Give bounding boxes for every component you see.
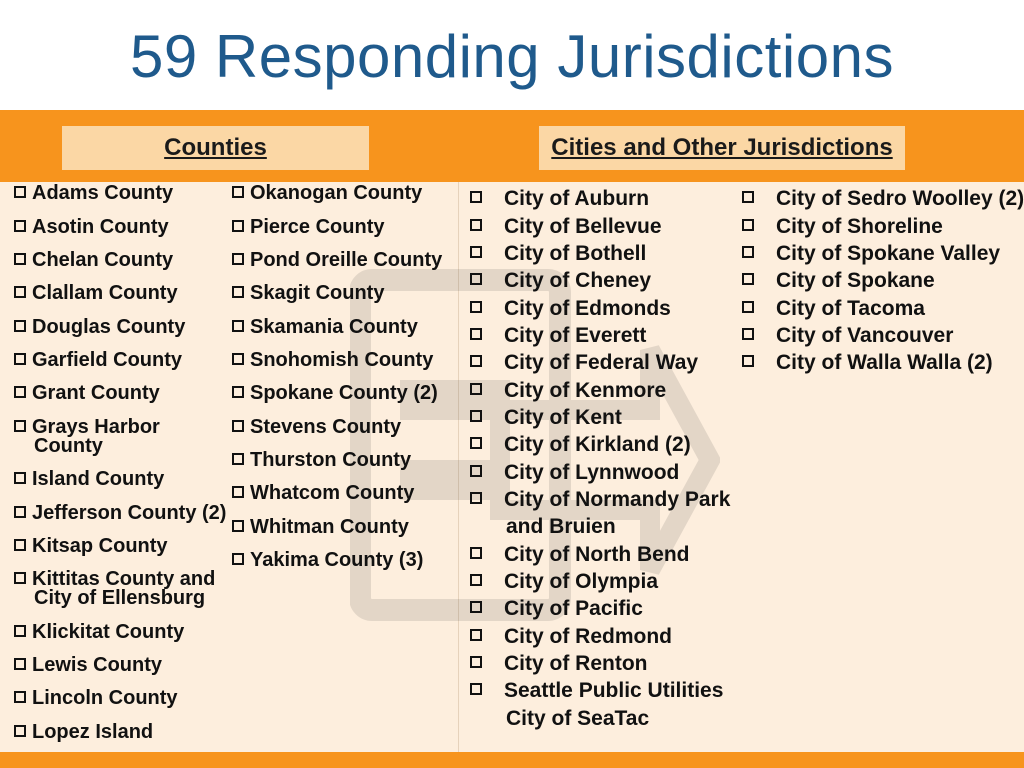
item-label: Spokane County (2) [250, 382, 438, 404]
list-item [232, 549, 423, 572]
list-item [470, 570, 658, 594]
checkbox-icon [470, 410, 482, 422]
checkbox-icon [14, 420, 26, 432]
list-item [470, 379, 666, 403]
list-item [14, 654, 162, 677]
checkbox-icon [14, 725, 26, 737]
item-label: Grays Harbor [32, 416, 160, 438]
checkbox-icon [232, 553, 244, 565]
checkbox-icon [14, 220, 26, 232]
checkbox-icon [470, 601, 482, 613]
checkbox-icon [470, 574, 482, 586]
list-item [14, 382, 160, 405]
list-item [14, 316, 185, 339]
checkbox-icon [14, 539, 26, 551]
checkbox-icon [470, 683, 482, 695]
item-label: Kittitas County and [32, 568, 216, 590]
list-item [470, 488, 730, 512]
list-item [470, 652, 647, 676]
list-item [470, 679, 723, 703]
checkbox-icon [742, 301, 754, 313]
item-label: Kitsap County [32, 535, 168, 557]
list-item [742, 324, 953, 348]
checkbox-icon [470, 191, 482, 203]
checkbox-icon [14, 186, 26, 198]
list-item [232, 416, 401, 439]
item-label: City of Shoreline [776, 215, 943, 238]
item-label: Skamania County [250, 316, 418, 338]
item-label: City of Federal Way [504, 351, 699, 374]
item-label: Stevens County [250, 416, 402, 438]
checkbox-icon [742, 246, 754, 258]
item-label: City of Normandy Park [504, 488, 731, 511]
item-label: Island County [32, 468, 165, 490]
item-label: City of Olympia [504, 570, 659, 593]
checkbox-icon [470, 246, 482, 258]
item-label: County [34, 435, 103, 457]
checkbox-icon [470, 383, 482, 395]
checkbox-icon [232, 186, 244, 198]
list-item [742, 215, 943, 239]
checkbox-icon [14, 691, 26, 703]
checkbox-icon [470, 328, 482, 340]
checkbox-icon [470, 492, 482, 504]
item-label: Jefferson County (2) [32, 502, 227, 524]
item-label: Pond Oreille County [250, 249, 443, 271]
item-label: Thurston County [250, 449, 412, 471]
list-item [742, 351, 993, 375]
list-item [470, 406, 622, 430]
item-label: City of Renton [504, 652, 648, 675]
checkbox-icon [14, 625, 26, 637]
checkbox-icon [742, 328, 754, 340]
list-item [470, 515, 616, 539]
checkbox-icon [470, 219, 482, 231]
item-label: City of SeaTac [506, 707, 650, 730]
checkbox-icon [470, 547, 482, 559]
list-item [470, 625, 672, 649]
checkbox-icon [232, 520, 244, 532]
item-label: Snohomish County [250, 349, 434, 371]
checkbox-icon [14, 572, 26, 584]
item-label: City of Everett [504, 324, 647, 347]
list-item [470, 543, 689, 567]
footer-band [0, 752, 1024, 768]
item-label: Clallam County [32, 282, 178, 304]
list-item [14, 535, 168, 558]
checkbox-icon [14, 658, 26, 670]
list-item [470, 433, 691, 457]
item-label: City of Sedro Woolley (2) [776, 187, 1024, 210]
item-label: Seattle Public Utilities [504, 679, 724, 702]
list-item [470, 324, 646, 348]
item-label: City of Bellevue [504, 215, 662, 238]
item-label: City of North Bend [504, 543, 690, 566]
item-label: and Bruien [506, 515, 616, 538]
checkbox-icon [14, 386, 26, 398]
checkbox-icon [470, 273, 482, 285]
list-item [742, 269, 935, 293]
list-item [742, 242, 1000, 266]
list-item [470, 461, 679, 485]
item-label: Douglas County [32, 316, 186, 338]
item-label: Pierce County [250, 216, 385, 238]
item-label: Asotin County [32, 216, 169, 238]
list-item [470, 242, 646, 266]
item-label: Whatcom County [250, 482, 415, 504]
list-item [470, 215, 662, 239]
list-item [232, 316, 418, 339]
list-item [470, 297, 671, 321]
checkbox-icon [232, 320, 244, 332]
item-label: City of Redmond [504, 625, 672, 648]
item-label: Lopez Island [32, 721, 154, 743]
list-item [14, 468, 164, 491]
item-label: City of Spokane [776, 269, 935, 292]
page-title: 59 Responding Jurisdictions [130, 23, 894, 90]
item-label: City of Edmonds [504, 297, 671, 320]
list-item [470, 707, 649, 731]
checkbox-icon [232, 420, 244, 432]
checkbox-icon [232, 286, 244, 298]
checkbox-icon [232, 253, 244, 265]
item-label: City of Kent [504, 406, 622, 429]
list-item [232, 216, 384, 239]
item-label: City of Lynnwood [504, 461, 680, 484]
checkbox-icon [470, 656, 482, 668]
list-item [14, 621, 184, 644]
checkbox-icon [470, 355, 482, 367]
list-item [232, 482, 414, 505]
checkbox-icon [742, 191, 754, 203]
item-label: Lincoln County [32, 687, 178, 709]
item-label: City of Walla Walla (2) [776, 351, 993, 374]
item-label: City of Tacoma [776, 297, 925, 320]
checkbox-icon [14, 353, 26, 365]
checkbox-icon [470, 629, 482, 641]
list-item [232, 449, 411, 472]
checkbox-icon [14, 253, 26, 265]
list-item [14, 435, 103, 458]
list-item [742, 297, 925, 321]
list-item [14, 587, 205, 610]
checkbox-icon [470, 437, 482, 449]
item-label: City of Spokane Valley [776, 242, 1001, 265]
checkbox-icon [232, 486, 244, 498]
counties-header: Counties [62, 126, 369, 170]
list-item [232, 382, 438, 405]
list-item [470, 597, 643, 621]
checkbox-icon [14, 472, 26, 484]
checkbox-icon [742, 355, 754, 367]
checkbox-icon [742, 273, 754, 285]
checkbox-icon [14, 506, 26, 518]
item-label: City of Auburn [504, 187, 650, 210]
list-item [470, 351, 698, 375]
list-item [14, 721, 153, 744]
list-item [232, 182, 422, 205]
item-label: City of Kirkland (2) [504, 433, 691, 456]
list-item [232, 349, 433, 372]
list-item [470, 187, 649, 211]
item-label: Okanogan County [250, 182, 423, 204]
checkbox-icon [14, 286, 26, 298]
list-item [14, 349, 182, 372]
checkbox-icon [470, 301, 482, 313]
item-label: City of Ellensburg [34, 587, 206, 609]
checkbox-icon [232, 353, 244, 365]
item-label: Lewis County [32, 654, 163, 676]
item-label: Whitman County [250, 516, 409, 538]
item-label: Adams County [32, 182, 174, 204]
list-item [232, 249, 442, 272]
item-label: City of Cheney [504, 269, 652, 292]
item-label: Grant County [32, 382, 160, 404]
checkbox-icon [14, 320, 26, 332]
list-item [14, 502, 226, 525]
list-item [14, 249, 173, 272]
list-item [232, 282, 384, 305]
list-item [14, 182, 173, 205]
item-label: City of Pacific [504, 597, 643, 620]
checkbox-icon [742, 219, 754, 231]
item-label: City of Vancouver [776, 324, 954, 347]
list-item [14, 687, 178, 710]
list-item [742, 187, 1024, 211]
checkbox-icon [470, 465, 482, 477]
cities-header: Cities and Other Jurisdictions [539, 126, 905, 170]
checkbox-icon [232, 220, 244, 232]
item-label: Garfield County [32, 349, 183, 371]
list-item [14, 282, 178, 305]
checkbox-icon [232, 453, 244, 465]
item-label: City of Kenmore [504, 379, 667, 402]
item-label: Chelan County [32, 249, 174, 271]
list-item [470, 269, 651, 293]
item-label: Klickitat County [32, 621, 185, 643]
item-label: City of Bothell [504, 242, 647, 265]
list-item [14, 216, 169, 239]
list-item [232, 516, 409, 539]
item-label: Skagit County [250, 282, 385, 304]
item-label: Yakima County (3) [250, 549, 424, 571]
checkbox-icon [232, 386, 244, 398]
